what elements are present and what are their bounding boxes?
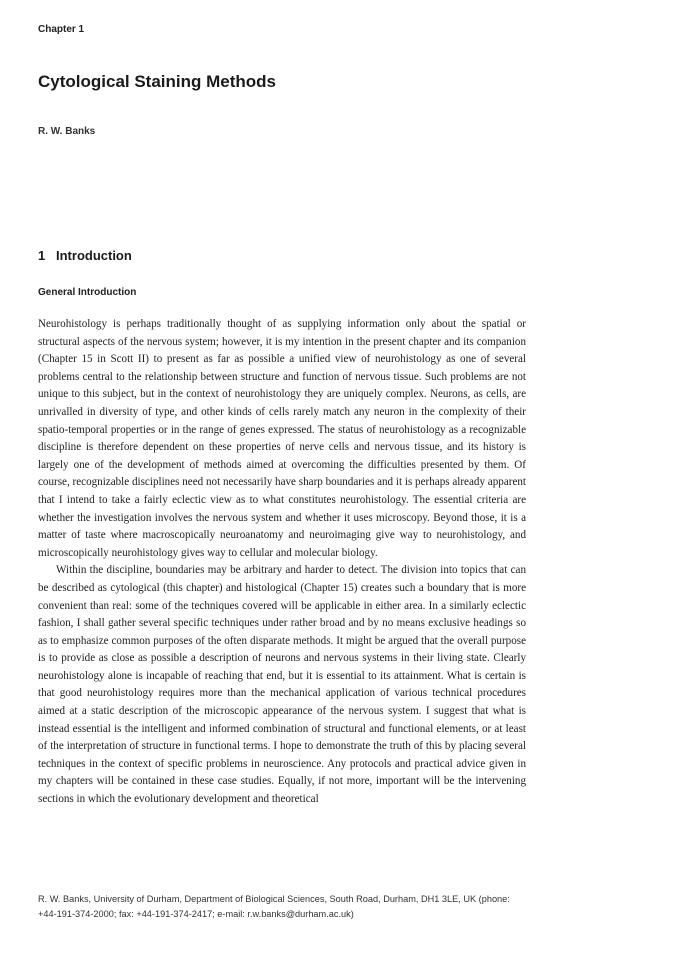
subsection-heading: General Introduction — [38, 287, 137, 298]
section-title: Introduction — [56, 248, 132, 263]
author-affiliation-footnote: R. W. Banks, University of Durham, Department of Biological Sciences, South Road, Durham, DH1 3LE, UK (phone: +44-191-374-2000; fax: +44-191-374-2417; e-mail: r.w.banks@durham.ac.uk) — [38, 894, 510, 919]
paragraph: Neurohistology is perhaps traditionally thought of as supplying information only about the spatial or structural aspects of the nervous system; however, it is my intention in the present chapter and its companion (Chapter 15 in Scott II) to present as far as possible a unified view of neurohistology as one of several problems central to the relationship between structure and function of nervous tissue. Such problems are not unique to this subject, but in the context of neurohistology they are uniquely complex. Neurons, as cells, are unrivalled in diversity of type, and other kinds of cells rarely match any neuron in the complexity of their spatio-temporal properties or in the range of genes expressed. The status of neurohistology as a recognizable discipline is therefore dependent on these properties of nerve cells and nervous tissue, and its history is largely one of the development of methods aimed at overcoming the difficulties presented by them. Of course, recognizable disciplines need not necessarily have sharp boundaries and it is perhaps already apparent that I intend to take a fairly eclectic view as to what constitutes neurohistology. The essential criteria are whether the investigation involves the nervous system and whether it uses microscopy. Beyond those, it is a matter of taste where macroscopically neuroanatomy and neuroimaging give way to neurohistology, and microscopically neurohistology gives way to cellular and molecular biology. — [38, 318, 526, 559]
section-number: 1 — [38, 248, 46, 263]
paragraph: Within the discipline, boundaries may be arbitrary and harder to detect. The division into topics that can be described as cytological (this chapter) and histological (Chapter 15) creates such a boundary that is more convenient than real: some of the techniques covered will be applicable in either area. In a similarly eclectic fashion, I shall gather several specific techniques under rather broad and by no means exclusive headings so as to emphasize common purposes of the often disparate methods. It might be argued that the overall purpose is to provide as close as possible a description of neurons and nervous systems in their living state. Clearly neurohistology alone is incapable of reaching that end, but it is essential to its attainment. What is certain is that good neurohistology requires more than the mechanical application of various technical procedures aimed at a static description of the microscopic appearance of the nervous system. I suggest that what is instead essential is the intelligent and informed combination of structural and functional elements, or at least of the interpretation of structure in functional terms. I hope to demonstrate the truth of this by placing several techniques in the context of specific problems in neuroscience. Any protocols and practical advice given in my chapters will be contained in these case studies. Equally, if not more, important will be the intervening sections in which the evolutionary development and theoretical — [38, 564, 526, 806]
author-name: R. W. Banks — [38, 126, 96, 137]
chapter-label: Chapter 1 — [38, 24, 85, 35]
chapter-title: Cytological Staining Methods — [38, 72, 277, 91]
section-heading — [38, 248, 132, 263]
body-text — [38, 316, 526, 809]
